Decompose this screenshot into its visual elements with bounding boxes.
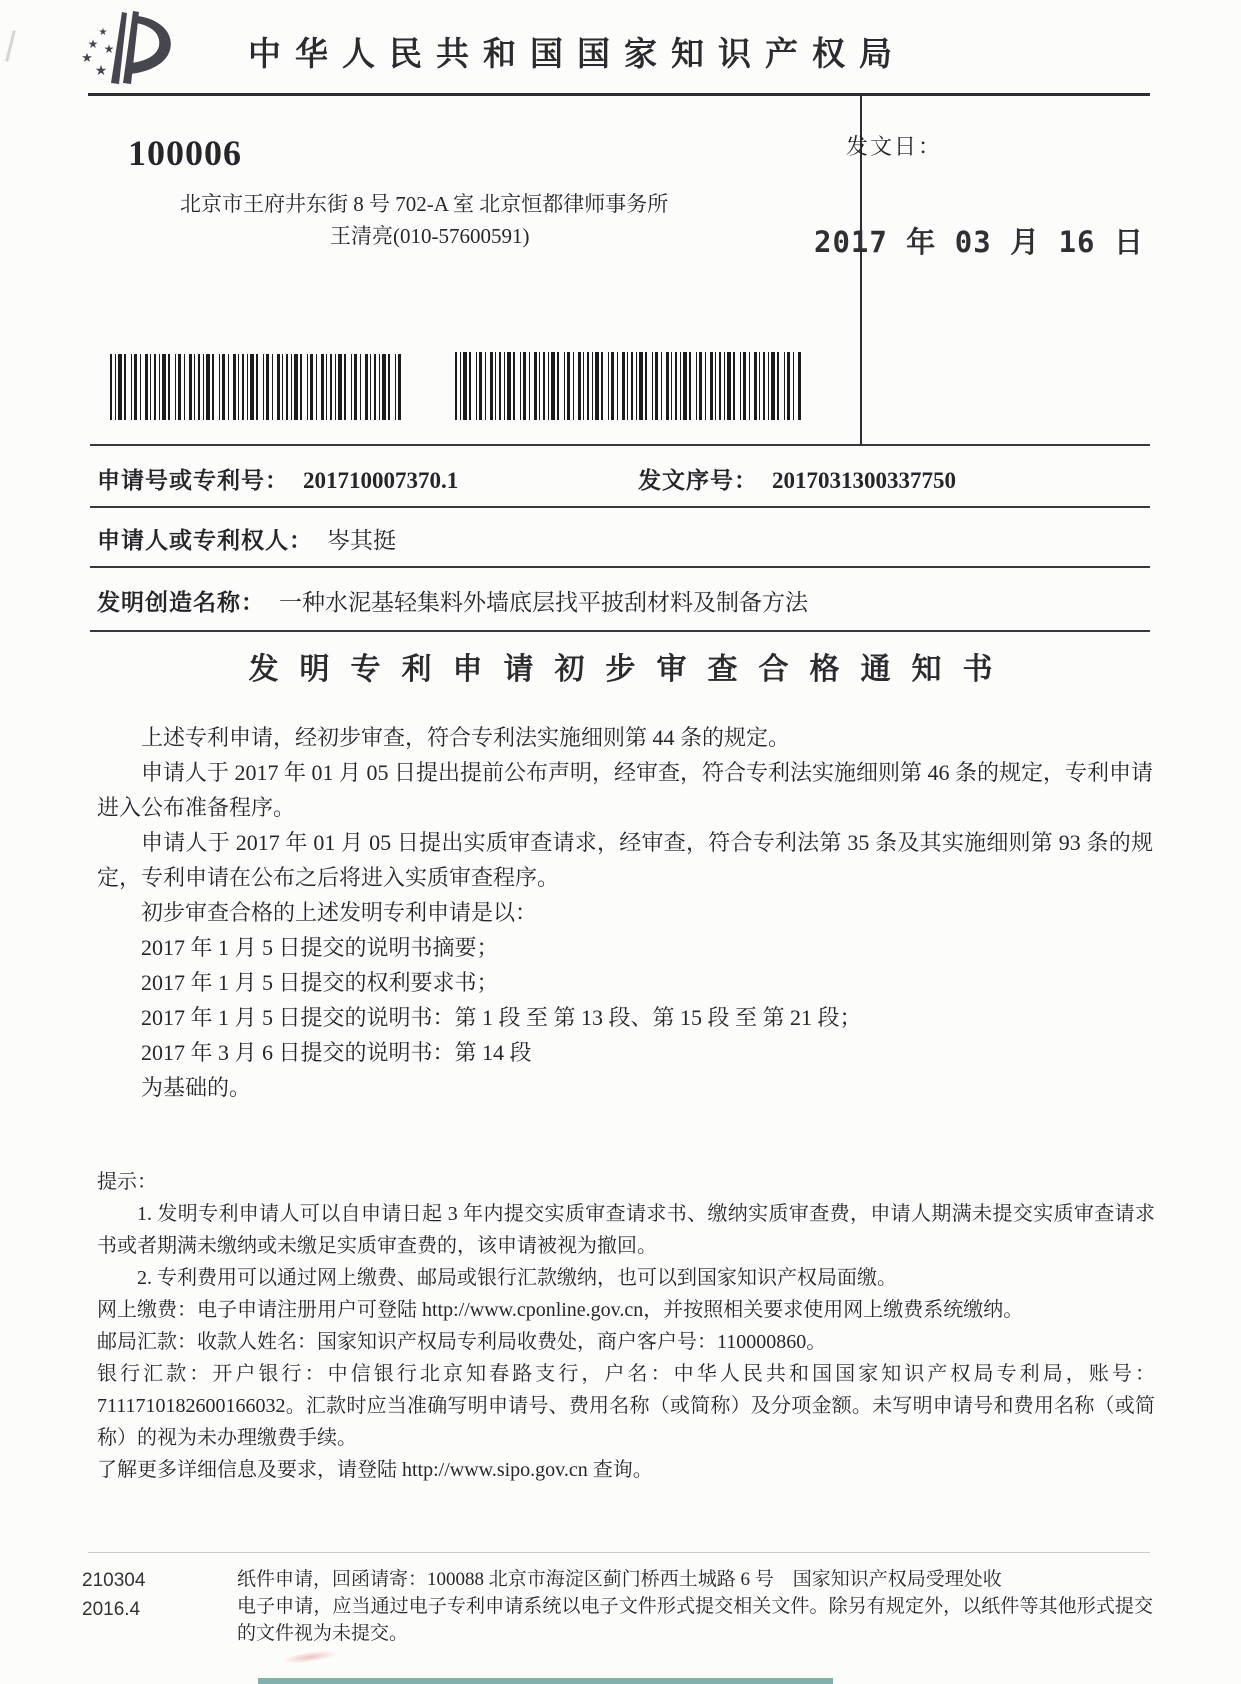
applicant-value: 岑其挺 bbox=[327, 528, 396, 553]
tip-item: 银行汇款：开户银行：中信银行北京知春路支行，户名：中华人民共和国国家知识产权局专利局，账号： 7111710182600166032。汇款时应当准确写明申请号、费用名称（或简称）及分项金额。未写明申请号和费用名称（或简称）的视为未办理缴费手续。 bbox=[97, 1363, 1155, 1449]
notice-basis-item: 2017 年 1 月 5 日提交的权利要求书； bbox=[141, 970, 499, 995]
notice-basis-item: 2017 年 1 月 5 日提交的说明书摘要； bbox=[141, 935, 499, 960]
dispatch-date-value: 2017 年 03 月 16 日 bbox=[814, 225, 1144, 259]
divider bbox=[90, 630, 1150, 632]
notice-closing: 为基础的。 bbox=[141, 1075, 252, 1100]
applicant-label: 申请人或专利权人： bbox=[97, 528, 313, 553]
footer-notes bbox=[237, 1566, 1153, 1647]
application-number-value: 201710007370.1 bbox=[303, 468, 459, 493]
sipo-logo-icon bbox=[70, 6, 192, 98]
notice-basis-item: 2017 年 3 月 6 日提交的说明书：第 14 段 bbox=[141, 1040, 532, 1065]
recipient-postal-code: 100006 bbox=[128, 133, 242, 173]
footer-line: 纸件申请，回函请寄：100088 北京市海淀区蓟门桥西土城路 6 号 国家知识产权局受理处收 bbox=[237, 1569, 1002, 1590]
tip-item: 1. 发明专利申请人可以自申请日起 3 年内提交实质审查请求书、缴纳实质审查费，申请人期满未提交实质审查请求书或者期满未缴纳或未缴足实质审查费的，该申请被视为撤回。 bbox=[97, 1203, 1155, 1257]
tip-item: 邮局汇款：收款人姓名：国家知识产权局专利局收费处，商户客户号：110000860。 bbox=[97, 1331, 827, 1353]
tip-item: 2. 专利费用可以通过网上缴费、邮局或银行汇款缴纳，也可以到国家知识产权局面缴。 bbox=[137, 1267, 897, 1289]
tips-section bbox=[97, 1166, 1155, 1486]
footer-rule bbox=[88, 1552, 1150, 1553]
svg-text:★: ★ bbox=[94, 64, 108, 79]
notice-paragraph: 申请人于 2017 年 01 月 05 日提出提前公布声明，经审查，符合专利法实施细则第 46 条的规定，专利申请进入公布准备程序。 bbox=[97, 760, 1154, 820]
notice-body bbox=[97, 720, 1153, 1105]
divider bbox=[90, 566, 1150, 568]
svg-text:★: ★ bbox=[98, 27, 108, 38]
scan-artifact bbox=[5, 30, 16, 62]
application-number-row bbox=[97, 462, 458, 495]
invention-title-row bbox=[97, 584, 808, 617]
dispatch-serial-value: 2017031300337750 bbox=[772, 468, 956, 493]
svg-text:★: ★ bbox=[81, 50, 93, 65]
notice-basis-item: 2017 年 1 月 5 日提交的说明书：第 1 段 至 第 13 段、第 15 段 至 第 21 段； bbox=[141, 1005, 862, 1030]
footer-line: 电子申请，应当通过电子专利申请系统以电子文件形式提交相关文件。除另有规定外，以纸件等其他形式提交的文件视为未提交。 bbox=[237, 1596, 1153, 1644]
recipient-contact: 王清亮(010-57600591) bbox=[330, 224, 530, 248]
barcode-left bbox=[110, 354, 402, 420]
svg-text:★: ★ bbox=[87, 37, 99, 51]
scan-edge-strip bbox=[258, 1678, 833, 1684]
dispatch-serial-label: 发文序号： bbox=[638, 468, 758, 493]
invention-title-label: 发明创造名称： bbox=[97, 590, 265, 615]
tip-item: 网上缴费：电子申请注册用户可登陆 http://www.cponline.gov.cn，并按照相关要求使用网上缴费系统缴纳。 bbox=[97, 1299, 1024, 1321]
divider bbox=[90, 444, 1150, 446]
dispatch-serial-row bbox=[638, 462, 956, 495]
form-code: 210304 bbox=[82, 1570, 146, 1591]
form-id-block bbox=[82, 1566, 145, 1624]
tip-item: 了解更多详细信息及要求，请登陆 http://www.sipo.gov.cn 查询。 bbox=[97, 1459, 653, 1481]
application-number-label: 申请号或专利号： bbox=[97, 468, 289, 493]
applicant-row bbox=[97, 522, 396, 555]
notice-paragraph: 申请人于 2017 年 01 月 05 日提出实质审查请求，经审查，符合专利法第 35 条及其实施细则第 93 条的规定，专利申请在公布之后将进入实质审查程序。 bbox=[97, 830, 1153, 890]
scan-smudge bbox=[282, 1648, 339, 1666]
barcode-right bbox=[455, 352, 803, 420]
agency-title: 中华人民共和国国家知识产权局 bbox=[248, 37, 906, 73]
divider bbox=[90, 506, 1150, 508]
invention-title-value: 一种水泥基轻集料外墙底层找平披刮材料及制备方法 bbox=[279, 590, 808, 615]
tips-label: 提示： bbox=[97, 1171, 157, 1193]
header-rule bbox=[88, 93, 1150, 96]
notice-paragraph: 上述专利申请，经初步审查，符合专利法实施细则第 44 条的规定。 bbox=[141, 725, 791, 750]
svg-text:★: ★ bbox=[103, 42, 115, 56]
notice-title: 发明专利申请初步审查合格通知书 bbox=[248, 653, 1014, 686]
recipient-address: 北京市王府井东街 8 号 702-A 室 北京恒都律师事务所 bbox=[180, 192, 669, 216]
form-version: 2016.4 bbox=[82, 1599, 141, 1620]
dispatch-date-label: 发文日： bbox=[846, 134, 943, 159]
notice-paragraph: 初步审查合格的上述发明专利申请是以： bbox=[141, 900, 538, 925]
